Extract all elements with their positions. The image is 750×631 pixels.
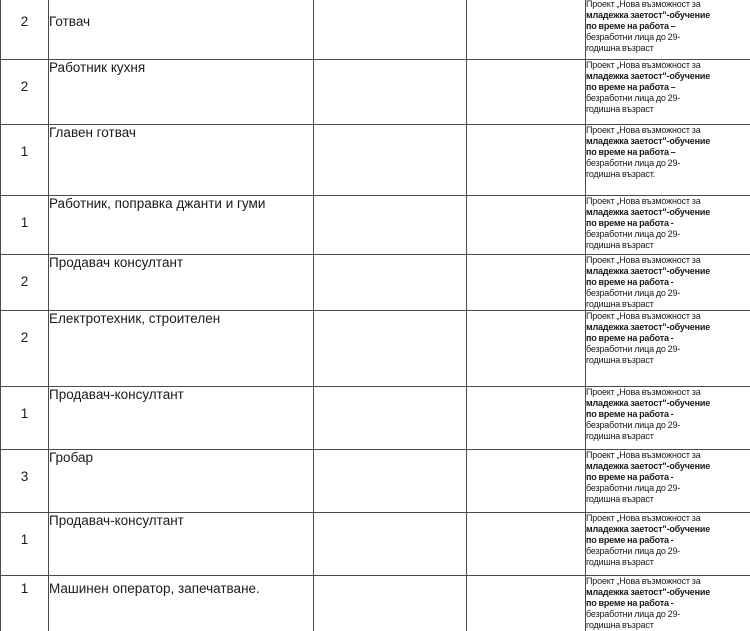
project-text-line: младежка заетост"-обучение [586,10,711,21]
project-text-line: годишна възраст [586,298,654,309]
cell-blank-primary[interactable] [314,449,467,512]
cell-blank-primary[interactable] [314,195,467,254]
project-text-line: годишна възраст [586,43,654,54]
cell-job-title[interactable]: Продавач консултант [49,254,314,310]
project-text-line: годишна възраст [586,557,654,568]
cell-position-count[interactable]: 1 [1,512,49,575]
project-text-line: безработни лица до 29- [586,483,681,493]
project-text-line: годишна възраст [586,431,654,442]
cell-job-title[interactable]: Машинен оператор, запечатване. [49,575,314,631]
project-text-line: Проект „Нова възможност за [586,310,701,321]
cell-project-description[interactable] [586,310,750,386]
table-row[interactable] [1,310,750,386]
cell-position-count[interactable]: 1 [1,195,49,254]
cell-project-description[interactable] [586,59,750,124]
project-text-line: Проект „Нова възможност за [586,386,701,397]
project-text-line: годишна възраст [586,494,654,505]
table-row[interactable] [1,124,750,195]
cell-job-title[interactable]: Електротехник, строителен [49,310,314,386]
cell-blank-secondary[interactable] [467,386,586,449]
project-text-line: по време на работа - [586,597,674,608]
project-text-line: Проект „Нова възможност за [586,59,701,70]
project-text-line: младежка заетост"-обучение [586,397,711,408]
cell-project-description[interactable] [586,512,750,575]
project-text-line: безработни лица до 29- [586,228,681,239]
project-text-line: Проект „Нова възможност за [586,449,701,460]
cell-blank-secondary[interactable] [467,575,586,631]
project-text-line: младежка заетост"-обучение [586,321,711,332]
project-text-line: безработни лица до 29- [586,287,681,298]
cell-job-title[interactable]: Работник, поправка джанти и гуми [49,195,314,254]
cell-blank-primary[interactable] [314,575,467,631]
project-text-line: безработни лица до 29- [586,344,681,354]
project-text-line: Проект „Нова възможност за [586,512,701,523]
cell-position-count[interactable]: 1 [1,386,49,449]
project-text-line: годишна възраст. [586,168,655,179]
project-text-line: Проект „Нова възможност за [586,575,701,586]
cell-position-count[interactable]: 2 [1,0,49,59]
project-text-line: по време на работа - [586,471,674,482]
project-text-line: младежка заетост"-обучение [586,206,711,217]
cell-job-title[interactable]: Продавач-консултант [49,386,314,449]
project-text-line: младежка заетост"-обучение [586,135,711,146]
table-row[interactable] [1,512,750,575]
cell-position-count[interactable]: 2 [1,310,49,386]
project-text-line: Проект „Нова възможност за [586,254,701,265]
cell-blank-primary[interactable] [314,59,467,124]
cell-blank-secondary[interactable] [467,0,586,59]
project-text-line: годишна възраст [586,620,654,631]
cell-blank-primary[interactable] [314,310,467,386]
cell-job-title[interactable]: Гробар [49,449,314,512]
cell-project-description[interactable] [586,575,750,631]
cell-project-description[interactable] [586,386,750,449]
cell-project-description[interactable] [586,124,750,195]
project-text-line: Проект „Нова възможност за [586,124,701,135]
project-text-line: младежка заетост"-обучение [586,265,711,276]
project-text-line: безработни лица до 29- [586,157,681,168]
cell-blank-secondary[interactable] [467,449,586,512]
cell-job-title[interactable]: Работник кухня [49,59,314,124]
table-body [1,0,750,631]
cell-blank-secondary[interactable] [467,195,586,254]
project-text-line: младежка заетост"-обучение [586,586,711,597]
project-text-line: младежка заетост"-обучение [586,523,711,534]
cell-blank-secondary[interactable] [467,124,586,195]
table-row[interactable] [1,195,750,254]
project-text-line: безработни лица до 29- [586,609,681,619]
project-text-line: по време на работа - [586,332,674,343]
table-row[interactable] [1,449,750,512]
project-text-line: безработни лица до 29- [586,92,681,103]
cell-blank-primary[interactable] [314,254,467,310]
project-text-line: Проект „Нова възможност за [586,195,701,206]
table-row[interactable] [1,0,750,59]
cell-blank-primary[interactable] [314,386,467,449]
project-text-line: годишна възраст [586,355,654,366]
project-text-line: по време на работа - [586,408,674,419]
project-text-line: по време на работа – [586,21,676,32]
project-text-line: по време на работа - [586,276,674,287]
cell-blank-secondary[interactable] [467,512,586,575]
table-row[interactable] [1,59,750,124]
table-row[interactable] [1,386,750,449]
project-text-line: младежка заетост"-обучение [586,70,711,81]
cell-job-title[interactable]: Продавач-консултант [49,512,314,575]
cell-blank-primary[interactable] [314,0,467,59]
project-text-line: по време на работа – [586,81,676,92]
project-text-line: безработни лица до 29- [586,546,681,556]
cell-project-description[interactable] [586,449,750,512]
project-text-line: младежка заетост"-обучение [586,460,711,471]
cell-project-description[interactable] [586,254,750,310]
cell-position-count[interactable]: 2 [1,59,49,124]
cell-blank-primary[interactable] [314,124,467,195]
project-text-line: по време на работа - [586,534,674,545]
cell-job-title[interactable]: Главен готвач [49,124,314,195]
cell-position-count[interactable]: 3 [1,449,49,512]
cell-project-description[interactable] [586,0,750,59]
cell-blank-primary[interactable] [314,512,467,575]
project-text-line: годишна възраст [586,103,654,114]
project-text-line: по време на работа - [586,217,674,228]
table-row[interactable] [1,575,750,631]
project-text-line: безработни лица до 29- [586,32,681,43]
project-text-line: по време на работа – [586,146,676,157]
cell-blank-secondary[interactable] [467,254,586,310]
project-text-line: Проект „Нова възможност за [586,0,701,9]
project-text-line: безработни лица до 29- [586,420,681,430]
cell-blank-secondary[interactable] [467,59,586,124]
cell-project-description[interactable] [586,195,750,254]
table-row[interactable] [1,254,750,310]
cell-position-count[interactable]: 2 [1,254,49,310]
cell-job-title[interactable]: Готвач [49,0,314,59]
project-text-line: годишна възраст [586,239,654,250]
cell-blank-secondary[interactable] [467,310,586,386]
cell-position-count[interactable]: 1 [1,124,49,195]
cell-position-count[interactable]: 1 [1,575,49,631]
